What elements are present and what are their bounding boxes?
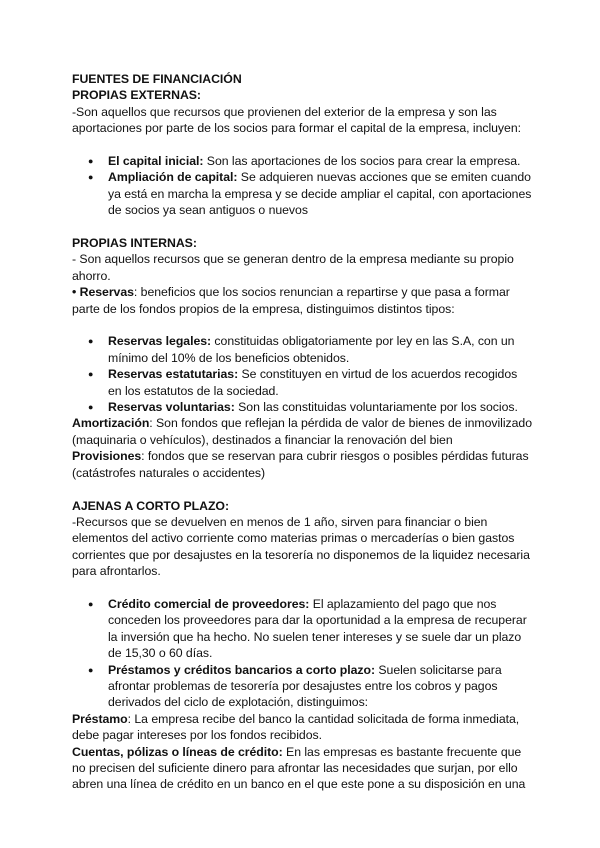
amortizacion-paragraph: [72, 415, 532, 448]
cuentas-paragraph: [72, 744, 532, 793]
list-item: [108, 366, 532, 399]
item-title: Reservas voluntarias:: [108, 400, 235, 415]
ajenas-heading: AJENAS A CORTO PLAZO:: [72, 498, 229, 513]
item-text: El aplazamiento del pago que nos conceden los proveedores para dar la oportunidad a la empresa de recuperar la inversión que ha hecho. No suelen tener intereses y se suele dar un plazo de 15,30 o 60 días.: [108, 596, 527, 661]
ajenas-intro: -Recursos que se devuelven en menos de 1 año, sirven para financiar o bien elementos del activo corriente como materias primas o mercaderías o bien gastos corrientes que por desajustes en la tesorería no disponemos de la liquidez necesaria para afrontarlos.: [72, 514, 530, 579]
item-text: Se adquieren nuevas acciones que se emiten cuando ya está en marcha la empresa y se decide ampliar el capital, con aportaciones de socios ya sean antiguos o nuevos: [108, 170, 532, 218]
reservas-text: : beneficios que los socios renuncian a repartirse y que pasa a formar parte de los fondos propios de la empresa, distinguimos distintos tipos:: [72, 285, 510, 316]
amortizacion-title: Amortización: [72, 416, 150, 431]
externas-list: [72, 153, 532, 219]
item-title: Préstamos y créditos bancarios a corto plazo:: [108, 662, 376, 677]
cuentas-text: En las empresas es bastante frecuente que no precisen del suficiente dinero para afrontar las necesidades que surjan, por ello abren una línea de crédito en un banco en el que este pone a su disposición en una: [72, 744, 526, 792]
reservas-list: [72, 333, 532, 415]
item-text: Son las constituidas voluntariamente por los socios.: [234, 400, 518, 415]
reservas-paragraph: [72, 284, 532, 317]
item-title: Ampliación de capital:: [108, 170, 238, 185]
amortizacion-text: : Son fondos que reflejan la pérdida de valor de bienes de inmovilizado (maquinaria o vehículos), destinados a financiar la renovación del bien: [72, 416, 532, 447]
externas-heading: PROPIAS EXTERNAS:: [72, 88, 201, 103]
item-text: Se constituyen en virtud de los acuerdos recogidos en los estatutos de la sociedad.: [108, 367, 518, 398]
list-item: [108, 399, 532, 415]
reservas-title: • Reservas: [72, 285, 134, 300]
item-title: Crédito comercial de proveedores:: [108, 596, 310, 611]
provisiones-paragraph: [72, 448, 532, 481]
prestamo-paragraph: [72, 711, 532, 744]
provisiones-title: Provisiones: [72, 449, 142, 464]
prestamo-text: : La empresa recibe del banco la cantidad solicitada de forma inmediata, debe pagar intereses por los fondos recibidos.: [72, 711, 520, 743]
list-item: [108, 596, 532, 662]
item-text: Suelen solicitarse para afrontar problemas de tesorería por desajustes entre los cobros y pagos derivados del ciclo de explotación, distinguimos:: [108, 662, 502, 710]
list-item: [108, 169, 532, 218]
item-text: Son las aportaciones de los socios para crear la empresa.: [203, 154, 521, 169]
list-item: [108, 153, 532, 169]
document-title: FUENTES DE FINANCIACIÓN: [72, 72, 242, 86]
document-page: [72, 71, 532, 793]
item-text: constituidas obligatoriamente por ley en las S.A, con un mínimo del 10% de los beneficios obtenidos.: [108, 334, 515, 365]
item-title: Reservas estatutarias:: [108, 367, 239, 382]
list-item: [108, 662, 532, 711]
prestamo-title: Préstamo: [72, 711, 128, 726]
externas-intro: -Son aquellos que recursos que provienen del exterior de la empresa y son las aportaciones por parte de los socios para formar el capital de la empresa, incluyen:: [72, 104, 521, 136]
ajenas-list: [72, 596, 532, 711]
internas-heading: PROPIAS INTERNAS:: [72, 236, 197, 251]
item-title: El capital inicial:: [108, 154, 204, 169]
list-item: [108, 333, 532, 366]
item-title: Reservas legales:: [108, 334, 212, 349]
provisiones-text: : fondos que se reservan para cubrir riesgos o posibles pérdidas futuras (catástrofes naturales o accidentes): [72, 449, 529, 480]
internas-intro: - Son aquellos recursos que se generan dentro de la empresa mediante su propio ahorro.: [72, 252, 514, 283]
cuentas-title: Cuentas, pólizas o líneas de crédito:: [72, 744, 283, 759]
